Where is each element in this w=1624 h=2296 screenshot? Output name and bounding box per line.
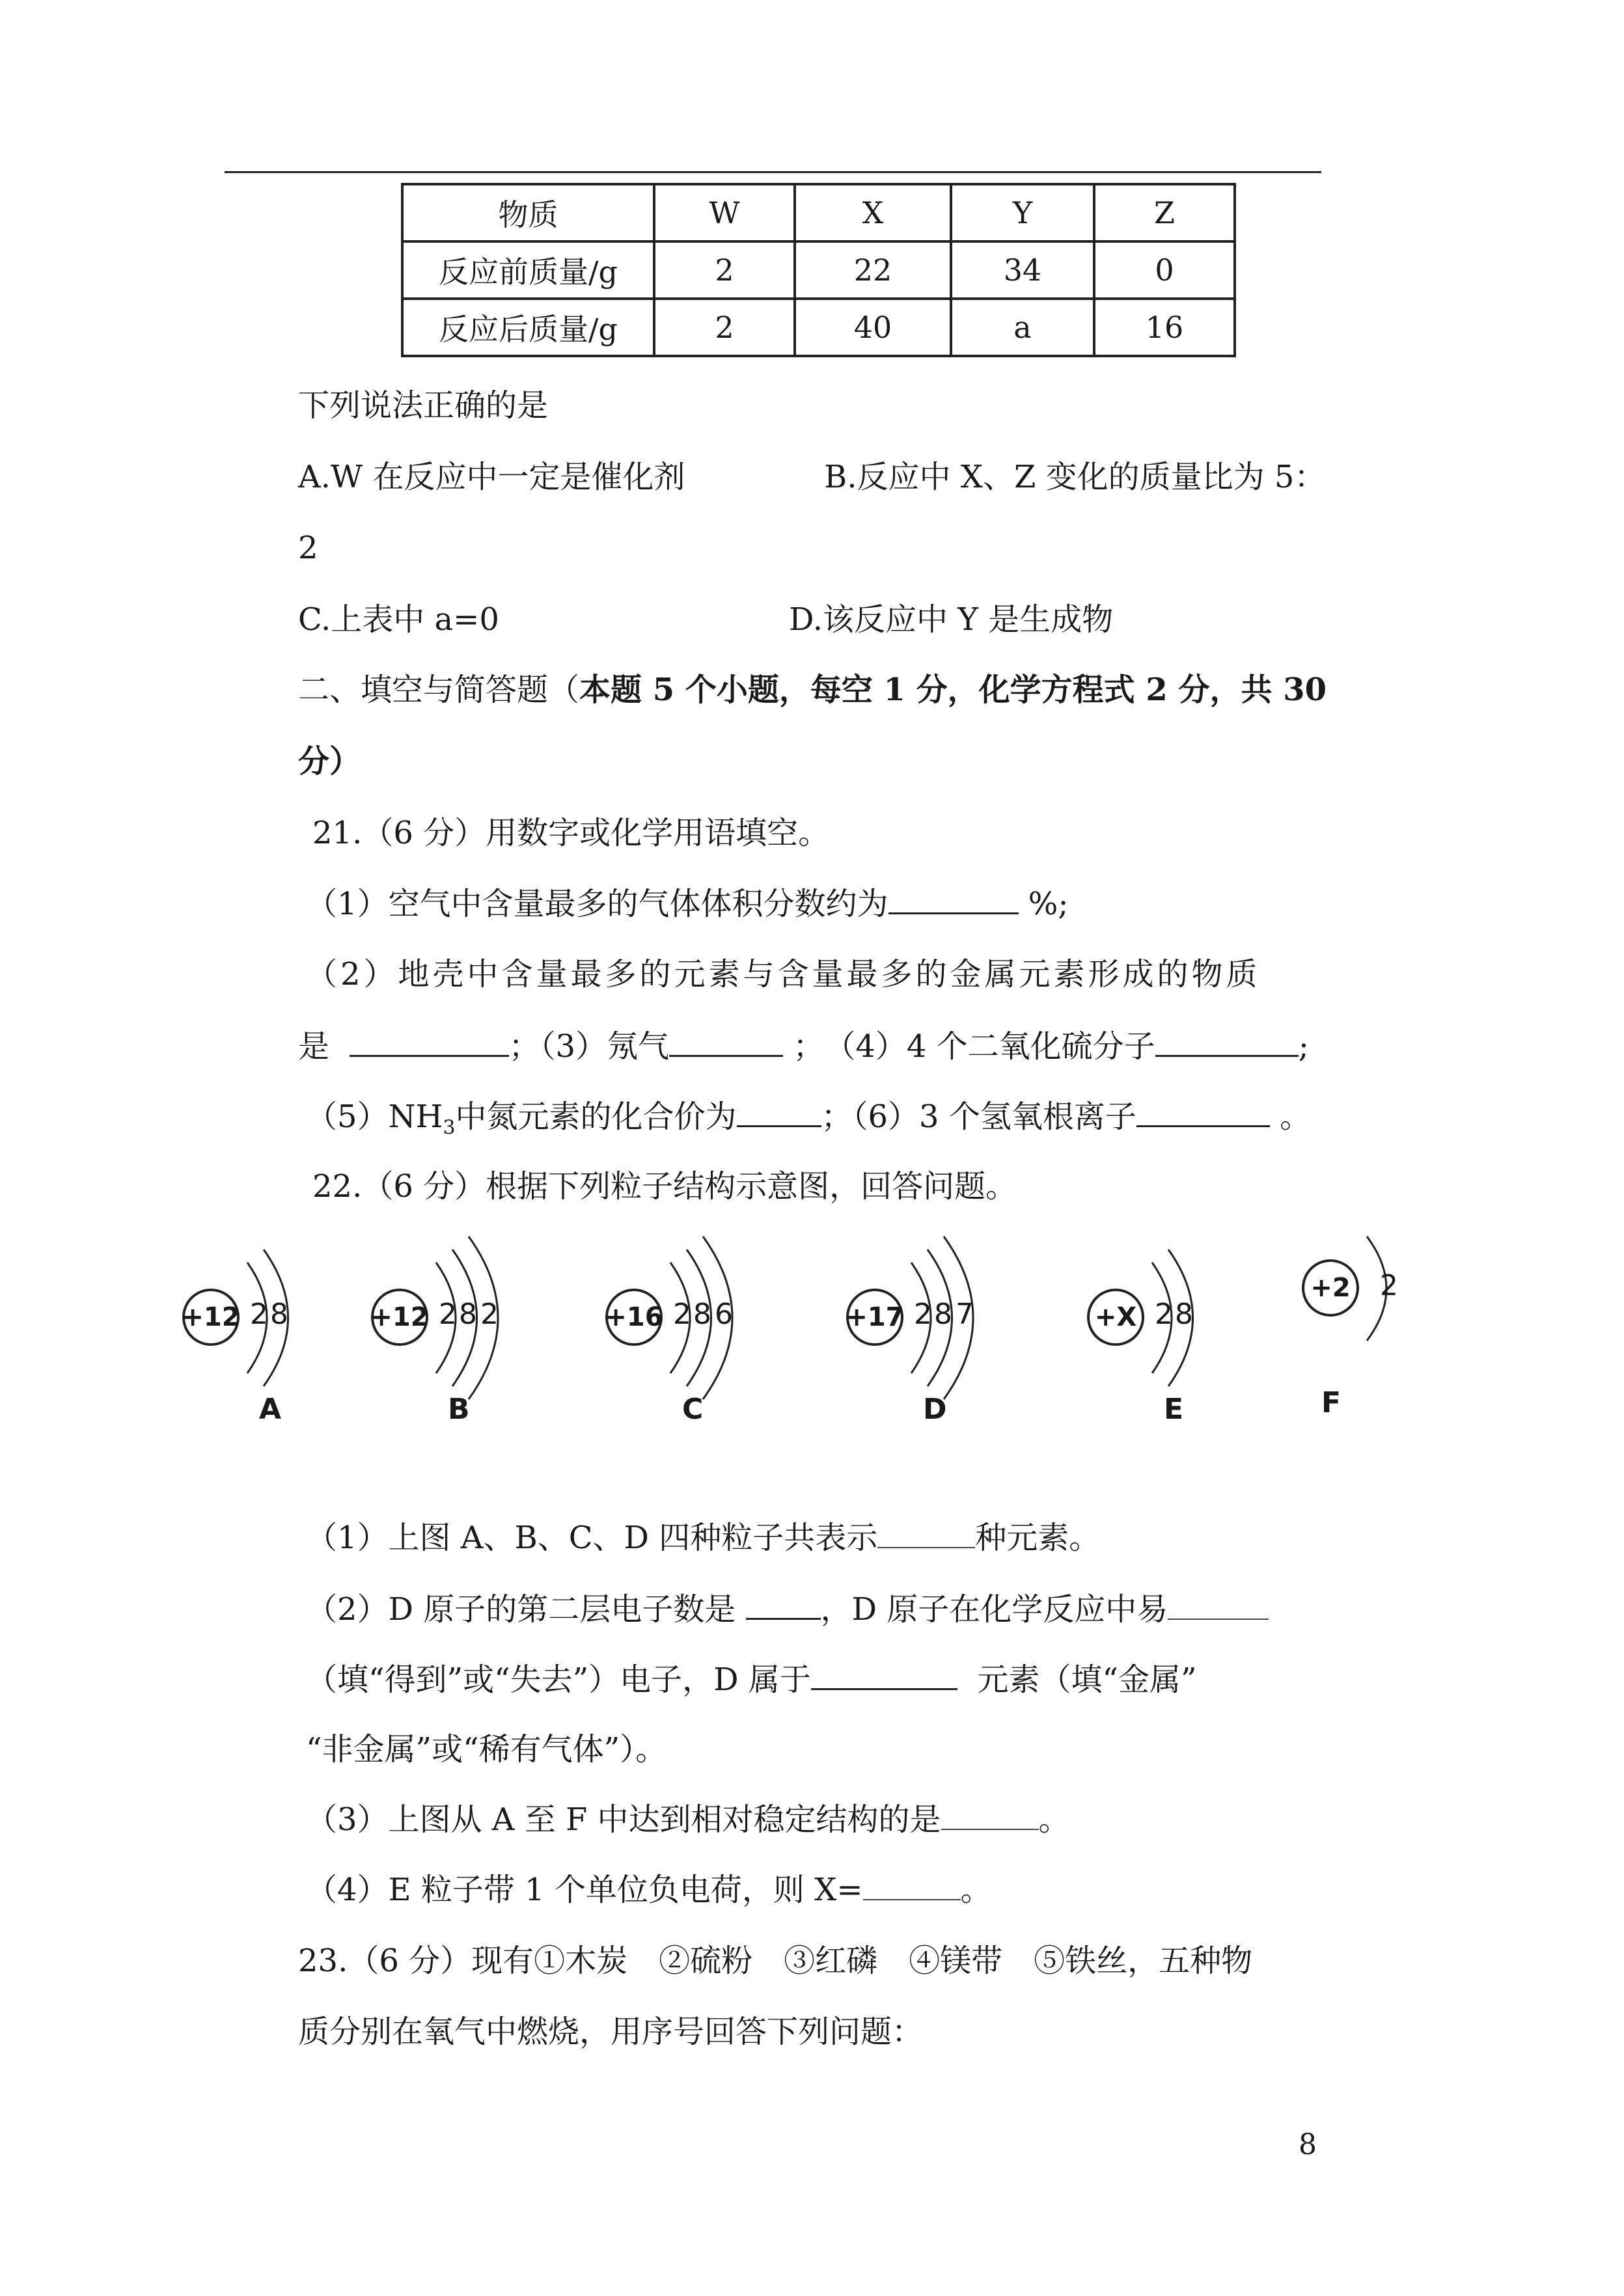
answer-blank[interactable]	[669, 1026, 783, 1057]
table-cell: 0	[1094, 241, 1235, 299]
q22-sub4-text: （4）E 粒子带 1 个单位负电荷，则 X=	[306, 1872, 863, 1908]
q22-sub4	[306, 1870, 992, 1909]
table-header-cell: Z	[1094, 184, 1235, 241]
shell-count: 2	[1380, 1269, 1398, 1302]
section-title-plain: 二、填空与简答题（	[298, 672, 580, 708]
section-title	[298, 670, 1327, 709]
answer-blank[interactable]	[746, 1589, 821, 1620]
nucleus-circle: +17	[846, 1289, 903, 1346]
answer-blank[interactable]	[1155, 1026, 1299, 1057]
answer-blank[interactable]	[811, 1660, 957, 1690]
atom-diagram-a	[182, 1223, 351, 1458]
table-cell: 34	[951, 241, 1094, 299]
section-title-bold: 本题 5 个小题，每空 1 分，化学方程式 2 分，共 30	[579, 672, 1327, 708]
nucleus-circle: +12	[182, 1289, 240, 1346]
answer-blank[interactable]	[888, 884, 1019, 914]
q21-part1	[306, 884, 1069, 923]
nucleus-circle: +16	[605, 1289, 663, 1346]
shell-count: 2	[1155, 1298, 1173, 1331]
q21-part5-a: （5）NH	[306, 1099, 443, 1135]
q22-sub3	[306, 1800, 1070, 1839]
shell-count: 6	[715, 1298, 733, 1331]
q20-option-b: B.反应中 X、Z 变化的质量比为 5：	[824, 459, 1326, 495]
header-rule	[225, 171, 1321, 173]
atom-diagram-e	[1087, 1223, 1256, 1458]
table-header-cell: Y	[951, 184, 1094, 241]
q21-part2: （2）地壳中含量最多的元素与含量最多的金属元素形成的物质	[306, 956, 1261, 992]
table-row	[402, 241, 1235, 299]
q21-part5-b: 中氮元素的化合价为	[455, 1099, 737, 1135]
table-cell: 反应前质量/g	[402, 241, 654, 299]
table-cell: a	[951, 299, 1094, 356]
shell-count: 7	[956, 1298, 974, 1331]
q22-sub2-cont2: “非金属”或“稀有气体”）。	[306, 1731, 667, 1768]
q20-option-b-cont: 2	[298, 530, 318, 566]
table-cell: 22	[795, 241, 951, 299]
atom-label: E	[1164, 1393, 1184, 1426]
q22-sub2-cont-text: （填“得到”或“失去”）电子，D 属于	[306, 1661, 811, 1698]
q22-sub2	[306, 1589, 1269, 1629]
table-cell: 16	[1094, 299, 1235, 356]
shell-count: 8	[1175, 1298, 1193, 1331]
q21-part3: ；（3）氖气	[508, 1028, 670, 1065]
mass-table	[401, 183, 1236, 357]
q22-sub1	[306, 1518, 1100, 1557]
table-cell: 2	[654, 299, 795, 356]
answer-blank[interactable]	[877, 1518, 975, 1548]
q23-line2: 质分别在氧气中燃烧，用序号回答下列问题：	[298, 2014, 924, 2050]
q21-part5-sub: 3	[443, 1116, 456, 1140]
q22-sub1-text: （1）上图 A、B、C、D 四种粒子共表示	[306, 1520, 878, 1556]
table-row	[402, 299, 1235, 356]
table-cell: 2	[654, 241, 795, 299]
shell-count: 2	[914, 1298, 932, 1331]
atom-label: B	[448, 1393, 470, 1426]
q20-option-d: D.该反应中 Y 是生成物	[789, 601, 1114, 638]
atom-diagram-c	[605, 1223, 775, 1458]
q22-sub2-cont-end: 元素（填“金属”	[977, 1661, 1197, 1698]
q21-part4-end: ;	[1298, 1028, 1309, 1065]
q21-part1-unit: %;	[1018, 886, 1069, 922]
q22-sub1-end: 种元素。	[975, 1520, 1101, 1556]
atom-diagram-d	[846, 1223, 1015, 1458]
atom-label: A	[259, 1393, 282, 1426]
section-title-cont: 分）	[298, 743, 361, 780]
table-header-cell: W	[654, 184, 795, 241]
shell-count: 2	[480, 1298, 499, 1331]
table-header-cell: 物质	[402, 184, 654, 241]
q22-sub2-text: （2）D 原子的第二层电子数是	[306, 1591, 736, 1628]
q22-sub2-mid: ，D 原子在化学反应中易	[820, 1591, 1168, 1628]
nucleus-circle: +X	[1087, 1289, 1144, 1346]
atom-label: F	[1321, 1386, 1342, 1419]
answer-blank[interactable]	[737, 1097, 821, 1127]
q21-part1-text: （1）空气中含量最多的气体体积分数约为	[306, 886, 888, 922]
q21-part2-is: 是	[298, 1028, 330, 1065]
atom-label: D	[923, 1393, 947, 1426]
answer-blank[interactable]	[350, 1026, 509, 1057]
q21-part4: ； （4）4 个二氧化硫分子	[793, 1028, 1155, 1065]
q20-stem: 下列说法正确的是	[298, 387, 549, 424]
q20-option-a: A.W 在反应中一定是催化剂	[298, 459, 685, 495]
shell-count: 2	[673, 1298, 691, 1331]
shell-count: 8	[459, 1298, 477, 1331]
nucleus-circle: +12	[371, 1289, 428, 1346]
shell-count: 8	[693, 1298, 711, 1331]
q21-parts-2-4	[298, 1026, 1309, 1066]
q20-option-c: C.上表中 a=0	[298, 601, 499, 638]
answer-blank[interactable]	[1136, 1097, 1270, 1127]
q22-sub3-end: 。	[1038, 1801, 1070, 1838]
q22-sub2-cont	[306, 1660, 1197, 1699]
table-cell: 40	[795, 299, 951, 356]
atom-diagram-f	[1302, 1223, 1471, 1458]
q22-stem: 22.（6 分）根据下列粒子结构示意图，回答问题。	[312, 1168, 1017, 1205]
q21-part6: ；（6）3 个氢氧根离子	[821, 1099, 1136, 1135]
q22-sub3-text: （3）上图从 A 至 F 中达到相对稳定结构的是	[306, 1801, 941, 1838]
table-cell: 反应后质量/g	[402, 299, 654, 356]
answer-blank[interactable]	[941, 1800, 1039, 1830]
shell-count: 8	[934, 1298, 952, 1331]
q22-sub4-end: 。	[960, 1872, 992, 1908]
answer-blank[interactable]	[863, 1870, 961, 1900]
atom-diagram-b	[371, 1223, 540, 1458]
atom-diagrams	[163, 1223, 1438, 1471]
nucleus-circle: +2	[1302, 1259, 1359, 1317]
answer-blank[interactable]	[1168, 1590, 1269, 1620]
table-header-row	[402, 184, 1235, 241]
shell-count: 2	[439, 1298, 457, 1331]
q23-line1: 23.（6 分）现有①木炭 ②硫粉 ③红磷 ④镁带 ⑤铁丝，五种物	[298, 1943, 1253, 1979]
q21-parts-5-6	[306, 1097, 1311, 1148]
q21-part6-end: 。	[1280, 1099, 1312, 1135]
q21-stem: 21.（6 分）用数字或化学用语填空。	[312, 815, 830, 851]
page-number: 8	[1299, 2128, 1317, 2161]
shell-count: 8	[270, 1298, 288, 1331]
shell-count: 2	[250, 1298, 268, 1331]
table-header-cell: X	[795, 184, 951, 241]
atom-label: C	[682, 1393, 704, 1426]
